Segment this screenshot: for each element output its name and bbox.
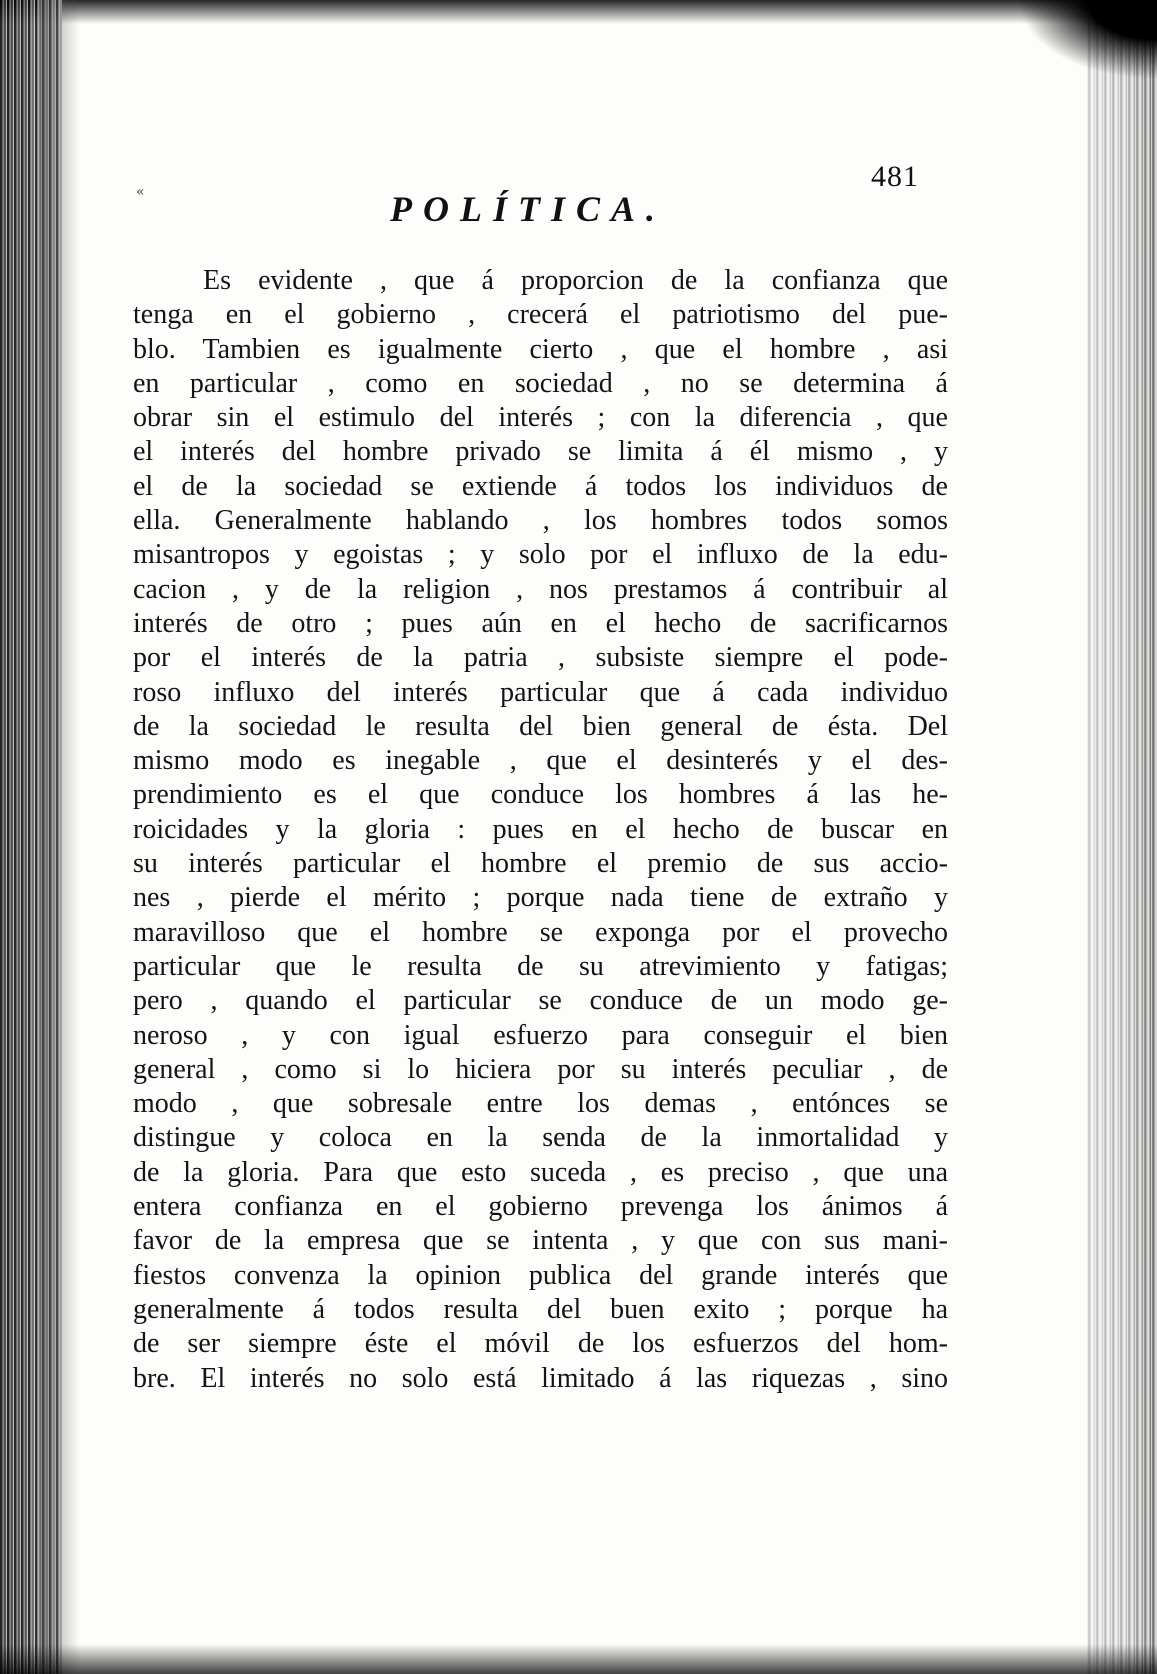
text-line: cacion , y de la religion , nos prestamos á contribuir al bbox=[133, 573, 948, 605]
text-line: tenga en el gobierno , crecerá el patriotismo del pue- bbox=[133, 299, 948, 331]
text-line: entera confianza en el gobierno prevenga los ánimos á bbox=[133, 1191, 948, 1223]
text-line: particular que le resulta de su atrevimiento y fatigas; bbox=[133, 950, 948, 982]
page-edge-right bbox=[1087, 0, 1157, 1674]
text-line: interés de otro ; pues aún en el hecho de sacrificarnos bbox=[133, 607, 948, 639]
text-line: generalmente á todos resulta del buen exito ; porque ha bbox=[133, 1293, 948, 1325]
body-text bbox=[133, 264, 948, 1396]
text-line: neroso , y con igual esfuerzo para conseguir el bien bbox=[133, 1019, 948, 1051]
running-title: POLÍTICA. bbox=[390, 189, 667, 229]
page-top-shadow bbox=[0, 0, 1157, 24]
text-line: por el interés de la patria , subsiste siempre el pode- bbox=[133, 642, 948, 674]
text-line: blo. Tambien es igualmente cierto , que el hombre , asi bbox=[133, 333, 948, 365]
text-line: de la gloria. Para que esto suceda , es preciso , que una bbox=[133, 1156, 948, 1188]
text-line: el de la sociedad se extiende á todos los individuos de bbox=[133, 470, 948, 502]
text-line: de la sociedad le resulta del bien general de ésta. Del bbox=[133, 710, 948, 742]
binding-shadow-left bbox=[40, 0, 80, 1674]
text-line: Es evidente , que á proporcion de la confianza que bbox=[203, 265, 948, 296]
text-line: de ser siempre éste el móvil de los esfuerzos del hom- bbox=[133, 1328, 948, 1360]
stray-mark: « bbox=[136, 184, 145, 200]
page-bottom-shadow bbox=[0, 1644, 1157, 1674]
text-line: ella. Generalmente hablando , los hombres todos somos bbox=[133, 505, 948, 537]
text-line: prendimiento es el que conduce los hombres á las he- bbox=[133, 779, 948, 811]
text-line: obrar sin el estimulo del interés ; con la diferencia , que bbox=[133, 402, 948, 434]
text-line: roicidades y la gloria : pues en el hecho de buscar en bbox=[133, 813, 948, 845]
text-line: en particular , como en sociedad , no se determina á bbox=[133, 367, 948, 399]
text-line: fiestos convenza la opinion publica del grande interés que bbox=[133, 1259, 948, 1291]
page-number: 481 bbox=[871, 160, 919, 193]
text-line: pero , quando el particular se conduce de un modo ge- bbox=[133, 985, 948, 1017]
text-line: mismo modo es inegable , que el desinterés y el des- bbox=[133, 745, 948, 777]
text-line: el interés del hombre privado se limita á él mismo , y bbox=[133, 436, 948, 468]
text-line: bre. El interés no solo está limitado á las riquezas , sino bbox=[133, 1362, 948, 1394]
text-line: roso influxo del interés particular que á cada individuo bbox=[133, 676, 948, 708]
page-corner-shadow bbox=[1017, 0, 1157, 80]
text-line: nes , pierde el mérito ; porque nada tiene de extraño y bbox=[133, 882, 948, 914]
text-line: general , como si lo hiciera por su interés peculiar , de bbox=[133, 1053, 948, 1085]
text-line: distingue y coloca en la senda de la inmortalidad y bbox=[133, 1122, 948, 1154]
text-line: modo , que sobresale entre los demas , entónces se bbox=[133, 1088, 948, 1120]
text-line: misantropos y egoistas ; y solo por el influxo de la edu- bbox=[133, 539, 948, 571]
text-line: su interés particular el hombre el premio de sus accio- bbox=[133, 848, 948, 880]
text-line: maravilloso que el hombre se exponga por el provecho bbox=[133, 916, 948, 948]
text-line: favor de la empresa que se intenta , y que con sus mani- bbox=[133, 1225, 948, 1257]
